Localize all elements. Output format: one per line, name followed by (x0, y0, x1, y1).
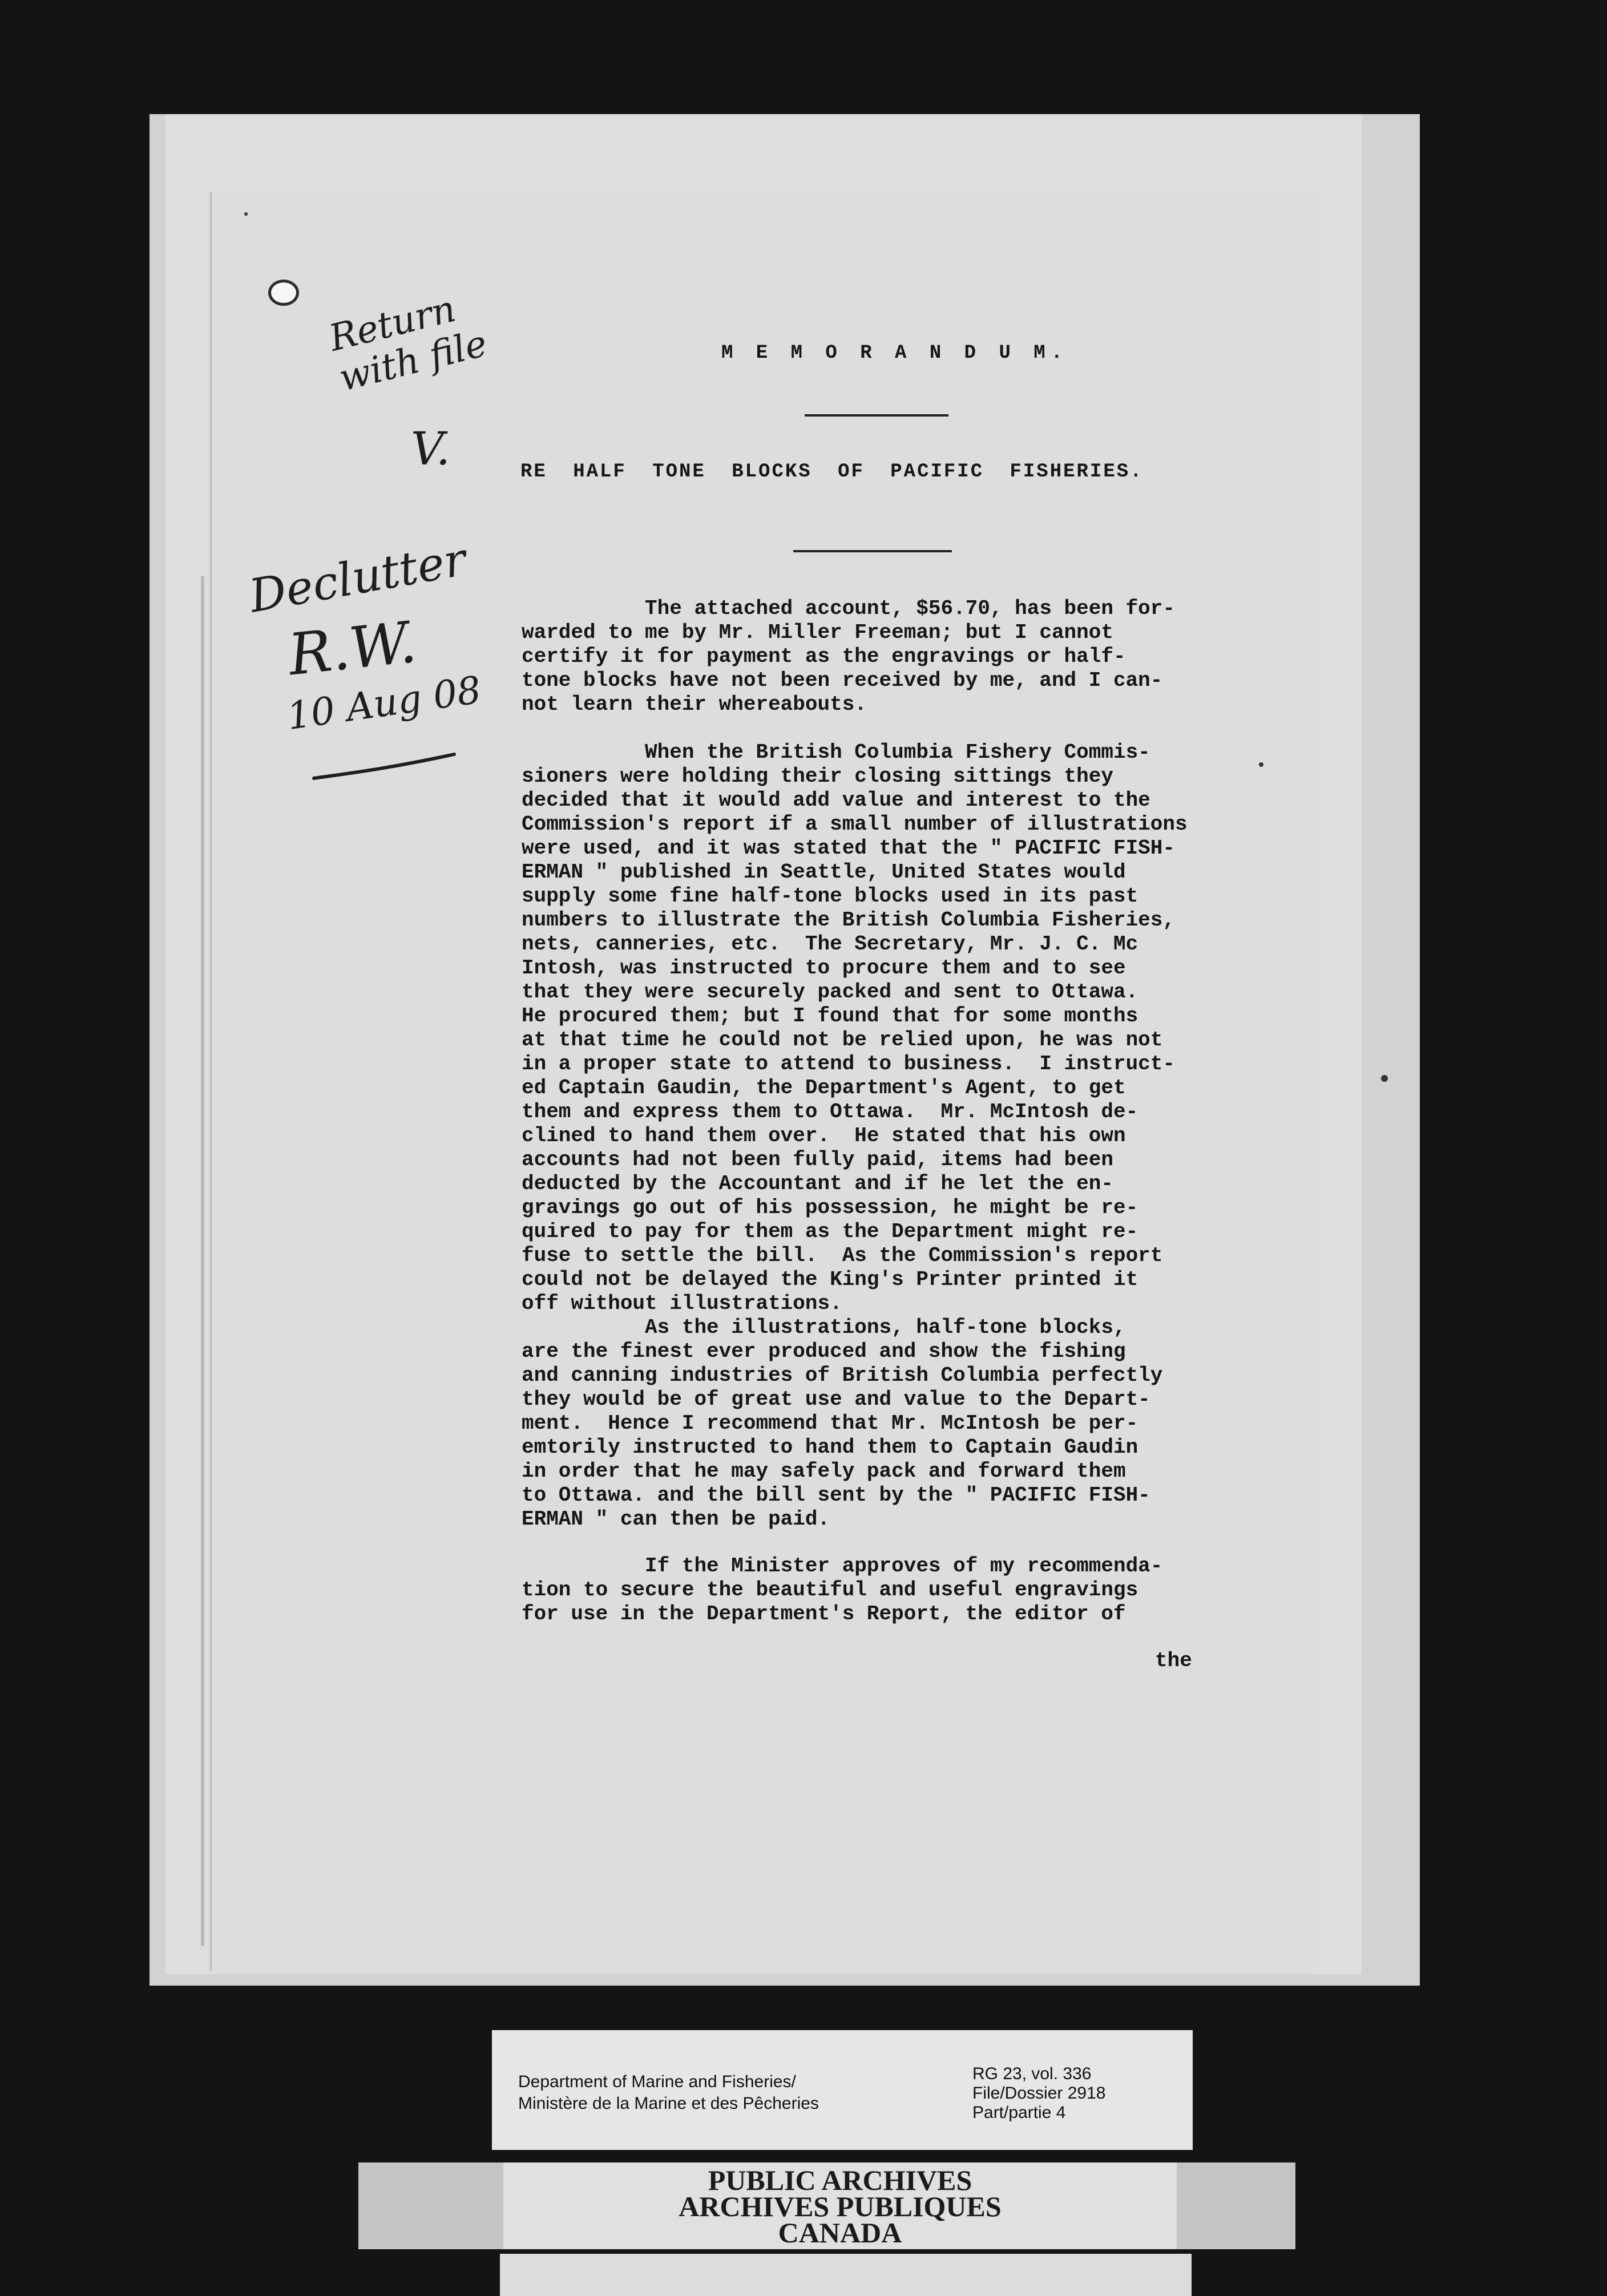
paragraph-1: The attached account, $56.70, has been for- warded to me by Mr. Miller Freeman; but I cannot certify it for payment as the engravings or half- tone blocks have not been received by me, and I can- not learn their whereabouts. (522, 597, 1175, 716)
handwritten-initials: R.W. (285, 608, 420, 689)
title-rule (805, 414, 948, 417)
stamp-panel (503, 2162, 1177, 2249)
file-reference: RG 23, vol. 336 File/Dossier 2918 Part/partie 4 (972, 2064, 1106, 2122)
handwritten-note-return: Return with file (325, 288, 491, 400)
archive-reference-label (492, 2030, 1193, 2150)
paragraph-4: If the Minister approves of my recommenda- tion to secure the beautiful and useful engravings for use in the Department's Report, the editor of (522, 1554, 1163, 1626)
paragraph-3: As the illustrations, half-tone blocks, are the finest ever produced and show the fishing and canning industries of British Columbia perfectly they would be of great use and value to the Depart- ment. Hence I recommend that Mr. McIntosh be per- emtorily instructed to hand them to Captain Gaudin in order that he may safely pack and forward them to Ottawa. and the bill sent by the " PACIFIC FISH- ERMAN " can then be paid. (522, 1316, 1163, 1531)
speck (244, 212, 248, 216)
department-name: Department of Marine and Fisheries/ Ministère de la Marine et des Pêcheries (518, 2072, 819, 2113)
bottom-strip (500, 2254, 1192, 2296)
stamp-line-1: PUBLIC ARCHIVES (708, 2164, 972, 2196)
stamp-line-3: CANADA (778, 2217, 902, 2249)
paragraph-2: When the British Columbia Fishery Commis- sioners were holding their closing sittings they decided that it would add value and interest to the Commission's report if a small number of illustrations were used, and it was stated that the " PACIFIC FISH- ERMAN " published in Seattle, United States would supply some fine half-tone blocks used in its past numbers to illustrate the British Columbia Fisheries, nets, canneries, etc. The Secretary, Mr. J. C. Mc Intosh, was instructed to procure them and to see that they were securely packed and sent to Ottawa. He procured them; but I found that for some months at that time he could not be relied upon, he was not in a proper state to attend to business. I instruct- ed Captain Gaudin, the Department's Agent, to get them and express them to Ottawa. Mr. McIntosh de- clined to hand them over. He stated that his own accounts had not been fully paid, items had been deducted by the Accountant and if he let the en- gravings go out of his possession, he might be re- quired to pay for them as the Department might re- fuse to settle the bill. As the Commission's report could not be delayed the King's Printer printed it off without illustrations. (522, 741, 1188, 1315)
archive-stamp (358, 2162, 1295, 2249)
stamp-line-2: ARCHIVES PUBLIQUES (679, 2190, 1002, 2222)
catchword: the (1155, 1649, 1192, 1672)
handwritten-date: 10 Aug 08 (284, 668, 484, 739)
punch-hole (268, 280, 299, 306)
subject-rule (793, 550, 952, 552)
handwritten-initial: V. (411, 422, 451, 475)
handwritten-annotation: Declutter (245, 532, 470, 623)
speck (1381, 1075, 1388, 1082)
speck (1259, 762, 1263, 767)
memo-subject: RE HALF TONE BLOCKS OF PACIFIC FISHERIES. (520, 461, 1144, 483)
memo-title: M E M O R A N D U M. (721, 342, 1069, 364)
handwritten-underline (312, 742, 460, 787)
paper-edge (201, 576, 204, 1946)
